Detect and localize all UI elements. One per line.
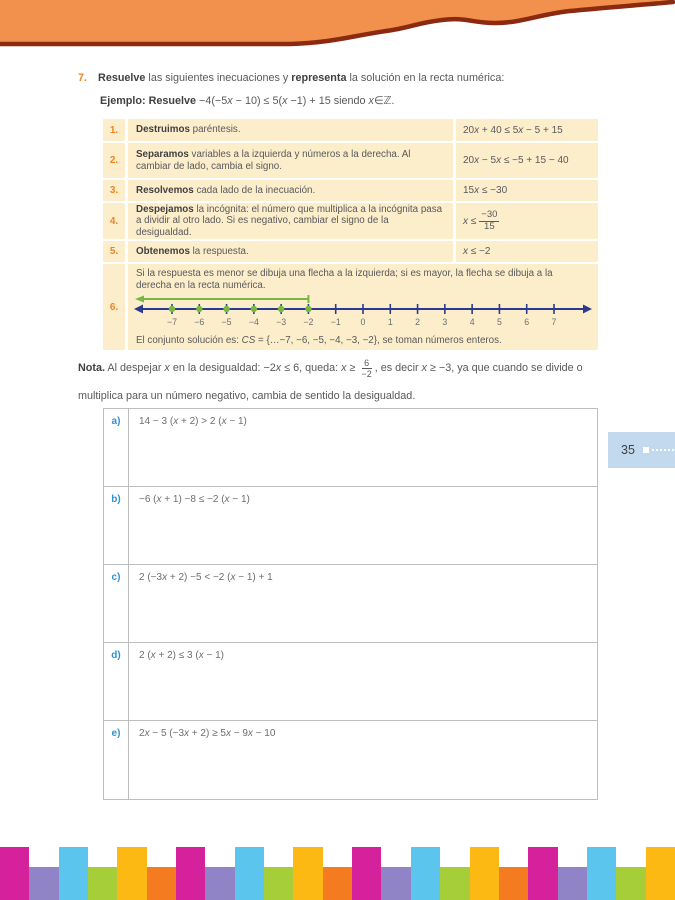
footer-bar: [88, 867, 117, 900]
solution-arrow-head: [135, 296, 144, 303]
instruction-text-2: la solución en la recta numérica:: [346, 72, 505, 84]
nota-label: Nota.: [78, 362, 105, 374]
step-2-text: variables a la izquierda y números a la derecha. Al cambiar de lado, cambia el signo.: [136, 149, 411, 172]
step-4-text: la incógnita: el número que multiplica a la incógnita pasa a dividir al otro lado. Si es negativo, cambiar el signo de la desigualdad.: [136, 203, 443, 238]
problem-row-d: [104, 643, 597, 721]
problem-row-b: [104, 487, 597, 565]
badge-dotted-line: [652, 449, 674, 451]
step-description-1: [128, 119, 453, 141]
tick-label: 5: [496, 317, 502, 327]
problem-row-e: [104, 721, 597, 799]
problem-row-c: [104, 565, 597, 643]
step-row-4: [103, 203, 598, 239]
problem-label-d: d): [104, 643, 129, 720]
step-row-6: [103, 264, 598, 350]
example-label: Ejemplo: Resuelve: [100, 95, 197, 107]
instruction-bold-1: Resuelve: [98, 72, 146, 84]
step-description-3: [128, 180, 453, 201]
tick-label: 1: [387, 317, 393, 327]
tick-label: −4: [248, 317, 259, 327]
tick-label: 0: [360, 317, 366, 327]
footer-bar: [176, 847, 205, 900]
footer-bar: [470, 847, 499, 900]
step-number-4: 4.: [103, 203, 125, 239]
step-expression-3: 15x ≤ −30: [456, 180, 598, 201]
example-expression: −4(−5x − 10) ≤ 5(x −1) + 15 siendo x∈ℤ.: [199, 95, 395, 107]
tick-label: 3: [442, 317, 448, 327]
header-wave-decoration: [0, 0, 675, 50]
solution-dot: [223, 306, 229, 312]
nota-text-2: , es decir x ≥ −3, ya que cuando se divide o multiplica para un número negativo, cambia de sentido la desigualdad.: [78, 362, 583, 402]
footer-bar: [147, 867, 176, 900]
step-expression-1: 20x + 40 ≤ 5x − 5 + 15: [456, 119, 598, 141]
problem-expression-c: 2 (−3x + 2) −5 < −2 (x − 1) + 1: [139, 572, 273, 583]
solution-dot: [305, 306, 311, 312]
footer-bar: [499, 867, 528, 900]
footer-bar: [558, 867, 587, 900]
page-number: 35: [621, 443, 635, 457]
solution-dot: [196, 306, 202, 312]
solution-dot: [251, 306, 257, 312]
footer-bar: [235, 847, 264, 900]
footer-bar: [528, 847, 557, 900]
footer-bar: [381, 867, 410, 900]
tick-label: 7: [551, 317, 557, 327]
instruction-bold-2: representa: [291, 72, 347, 84]
problem-row-a: [104, 409, 597, 487]
step-1-text: paréntesis.: [189, 124, 241, 136]
problem-label-e: e): [104, 721, 129, 799]
solution-set: El conjunto solución es: CS = {…−7, −6, −5, −4, −3, −2}, se toman números enteros.: [136, 335, 502, 346]
tick-label: 4: [469, 317, 475, 327]
solution-dot: [278, 306, 284, 312]
footer-bar: [205, 867, 234, 900]
footer-bar: [352, 847, 381, 900]
tick-label: 6: [524, 317, 530, 327]
step-5-text: la respuesta.: [189, 245, 249, 257]
footer-bar: [59, 847, 88, 900]
number-line-cell: [128, 264, 598, 350]
footer-bar: [264, 867, 293, 900]
number-line: [134, 294, 592, 334]
step-number-3: 3.: [103, 180, 125, 201]
nota-paragraph: [78, 354, 613, 410]
step-expression-4: x ≤ $\frac{-30}{15}$: [456, 203, 598, 239]
footer-bar: [0, 847, 29, 900]
tick-label: −1: [330, 317, 341, 327]
footer-bar: [323, 867, 352, 900]
footer-color-bars: [0, 847, 675, 900]
fraction: $\frac{-30}{15}$: [481, 209, 498, 232]
footer-bar: [587, 847, 616, 900]
step-description-2: [128, 143, 453, 178]
problem-label-c: c): [104, 565, 129, 642]
footer-bar: [117, 847, 146, 900]
footer-bar: [646, 847, 675, 900]
tick-label: −5: [221, 317, 232, 327]
step-5-keyword: Obtenemos: [136, 245, 190, 257]
step-number-6: 6.: [103, 264, 125, 350]
step-row-5: [103, 241, 598, 262]
step-number-5: 5.: [103, 241, 125, 262]
problem-expression-e: 2x − 5 (−3x + 2) ≥ 5x − 9x − 10: [139, 728, 276, 739]
number-line-note: Si la respuesta es menor se dibuja una flecha a la izquierda; si es mayor, la flecha se dibuja a la derecha en la recta numérica.: [136, 268, 553, 291]
nota-text-1: Al despejar x en la desigualdad: −2x ≤ 6, queda: x ≥: [105, 362, 359, 374]
example-statement: [100, 94, 620, 107]
step-expression-5: x ≤ −2: [456, 241, 598, 262]
step-row-2: [103, 143, 598, 178]
step-expression-2: 20x − 5x ≤ −5 + 15 − 40: [456, 143, 598, 178]
step-3-text: cada lado de la inecuación.: [193, 184, 316, 196]
footer-bar: [616, 867, 645, 900]
step-number-2: 2.: [103, 143, 125, 178]
step-row-3: [103, 180, 598, 201]
step-1-keyword: Destruimos: [136, 124, 190, 136]
axis-arrow-right: [583, 305, 592, 314]
tick-label: −6: [194, 317, 205, 327]
problem-expression-d: 2 (x + 2) ≤ 3 (x − 1): [139, 650, 224, 661]
step-row-1: [103, 119, 598, 141]
solution-dot: [169, 306, 175, 312]
footer-bar: [29, 867, 58, 900]
page-number-badge: [608, 432, 675, 468]
problems-table: [103, 408, 598, 800]
tick-label: −7: [166, 317, 178, 327]
step-number-1: 1.: [103, 119, 125, 141]
footer-bar: [293, 847, 322, 900]
tick-label: −3: [276, 317, 287, 327]
footer-bar: [440, 867, 469, 900]
problem-expression-b: −6 (x + 1) −8 ≤ −2 (x − 1): [139, 494, 250, 505]
step-description-5: [128, 241, 453, 262]
badge-square-dot: [643, 447, 649, 453]
tick-label: −2: [303, 317, 314, 327]
cs-symbol: CS: [241, 335, 256, 346]
problem-expression-a: 14 − 3 (x + 2) > 2 (x − 1): [139, 416, 247, 427]
step-description-4: [128, 203, 453, 239]
axis-arrow-left: [134, 305, 143, 314]
step-2-keyword: Separamos: [136, 149, 189, 160]
fraction: $\frac{6}{-2}$: [361, 357, 372, 379]
example-steps-table: [103, 119, 598, 352]
tick-label: 2: [415, 317, 421, 327]
instruction-text-1: las siguientes inecuaciones y: [145, 72, 292, 84]
problem-label-b: b): [104, 487, 129, 564]
step-3-keyword: Resolvemos: [136, 184, 194, 196]
step-4-keyword: Despejamos: [136, 203, 194, 215]
footer-bar: [411, 847, 440, 900]
exercise-instruction: [78, 71, 618, 85]
exercise-number: 7.: [78, 72, 88, 84]
problem-label-a: a): [104, 409, 129, 486]
